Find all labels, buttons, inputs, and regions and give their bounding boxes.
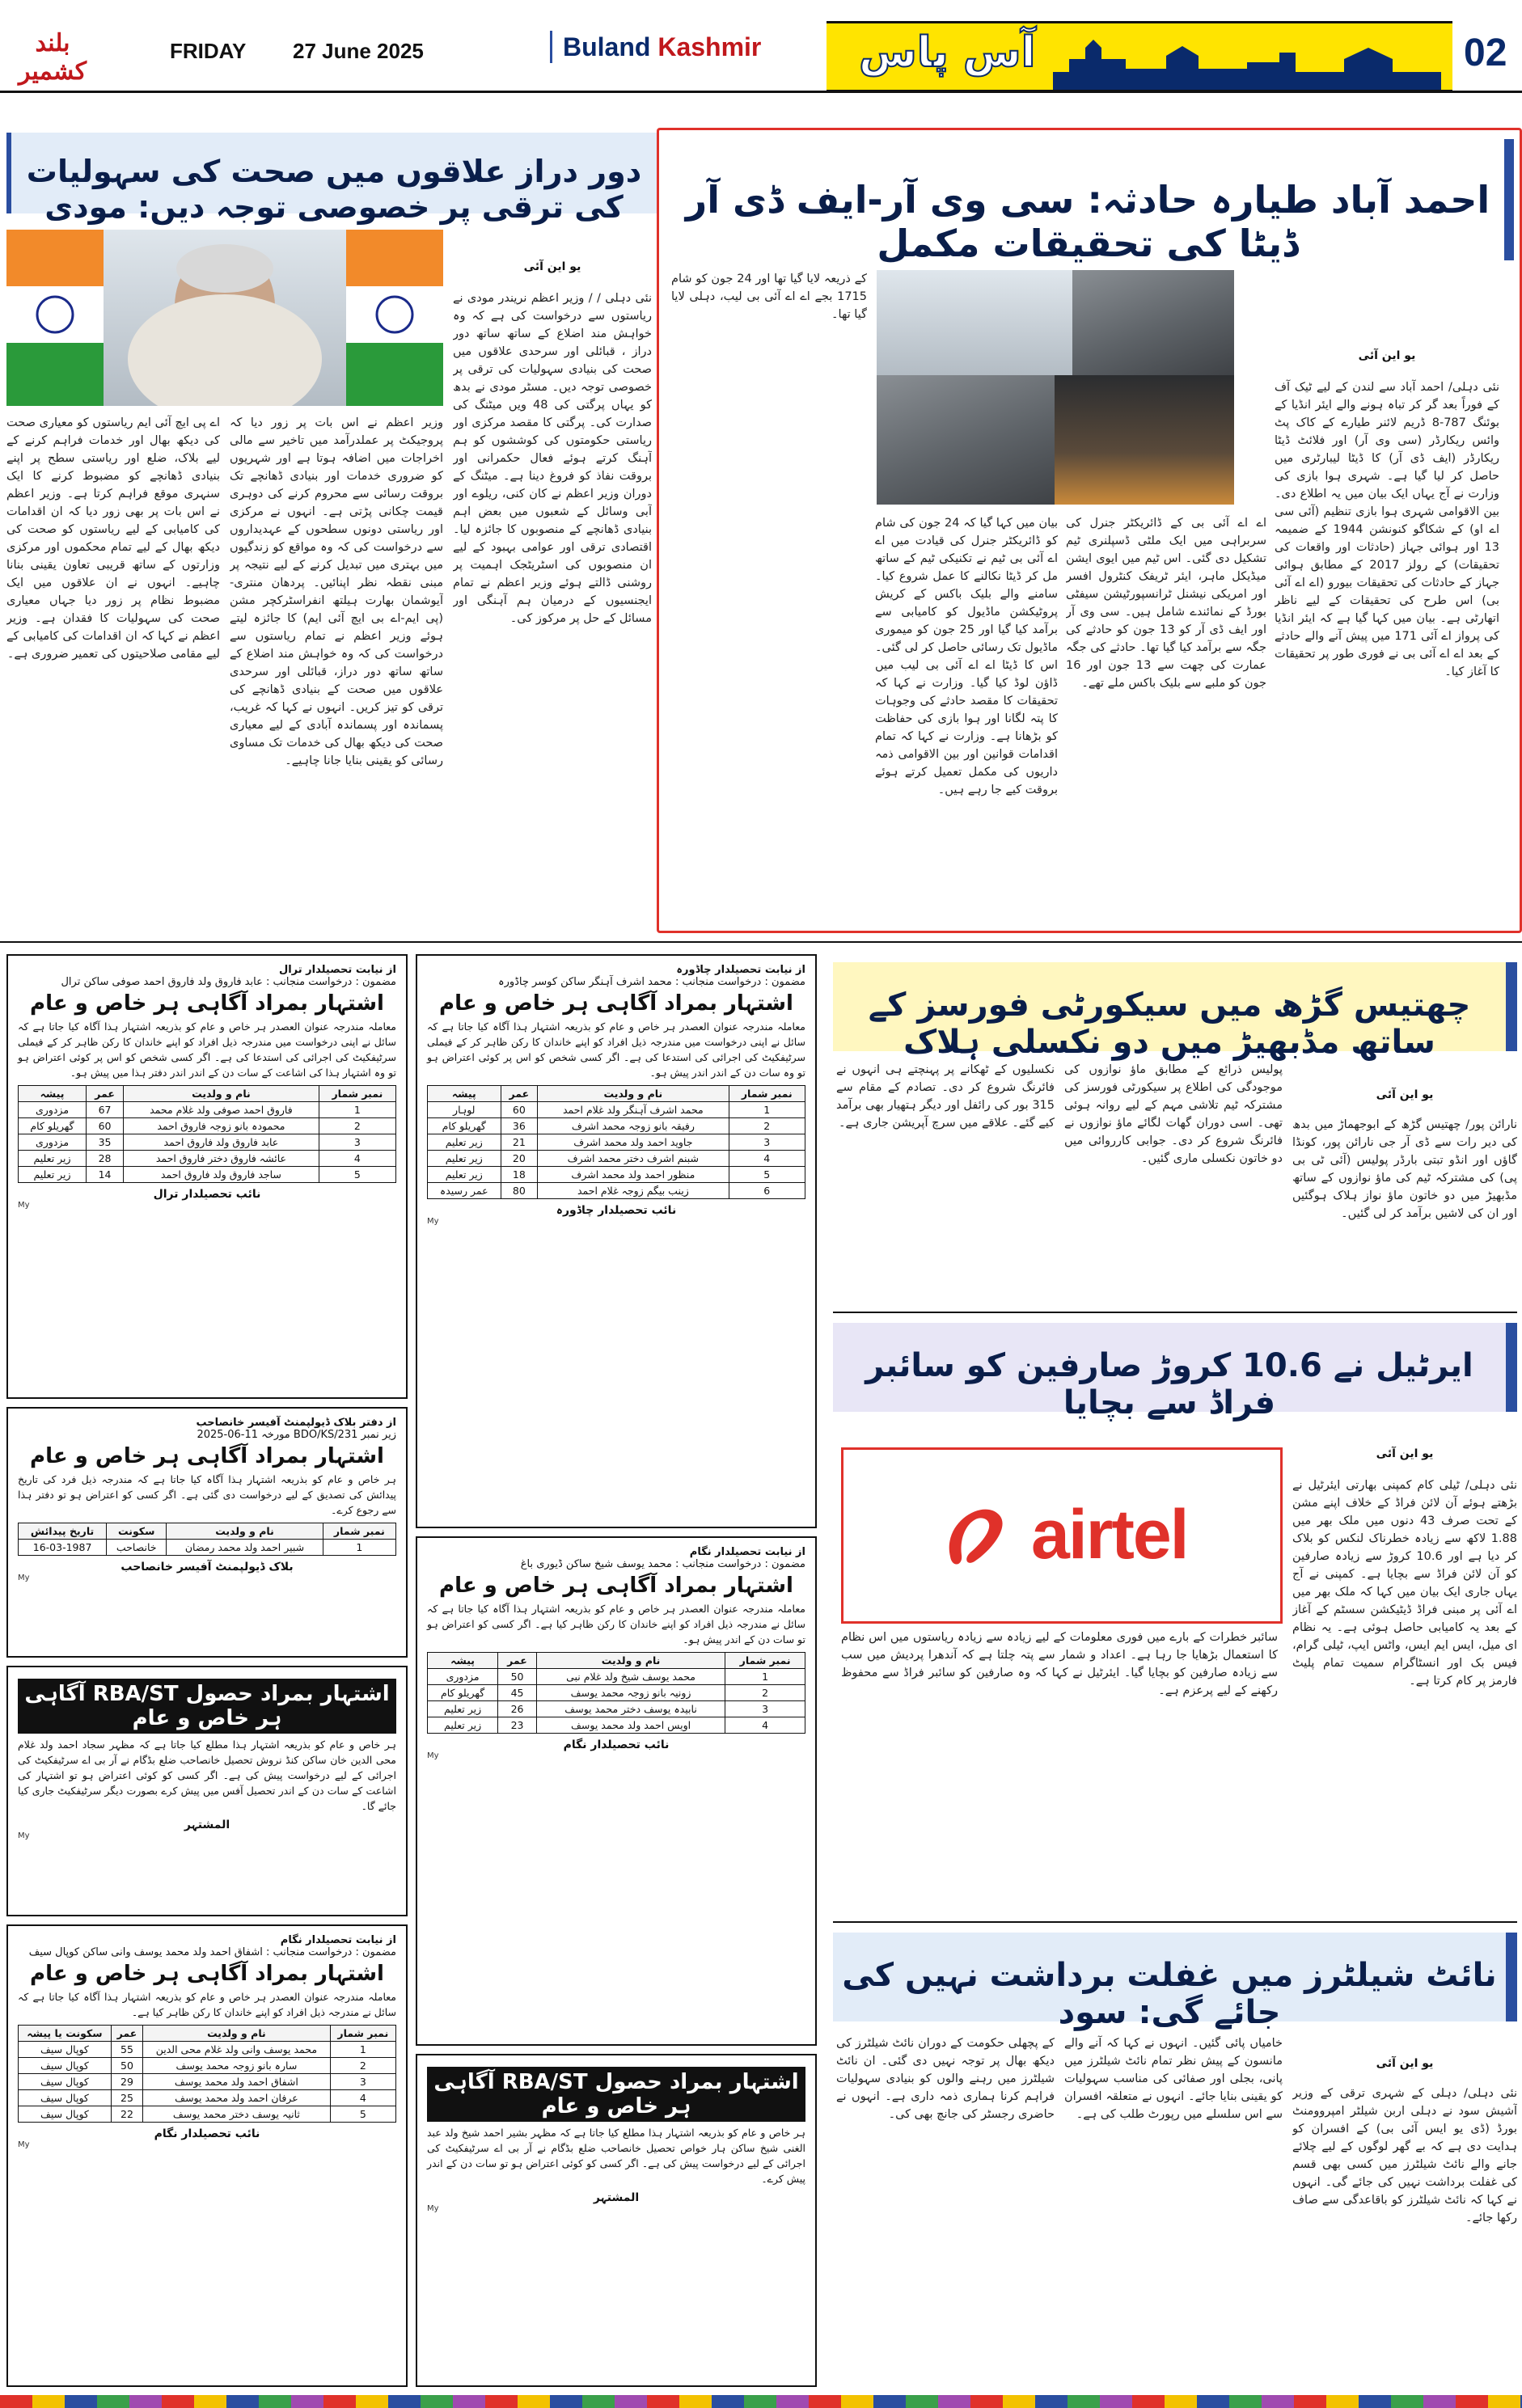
- table-cell: ساجد فاروق ولد فاروق احمد: [124, 1167, 319, 1183]
- table-header: نام و ولدیت: [143, 2026, 331, 2042]
- table-row: [19, 2042, 396, 2058]
- crash-photo-3: [877, 375, 1055, 505]
- table-cell: زینب بیگم زوجہ غلام احمد: [538, 1183, 729, 1199]
- table-cell: ثانیہ یوسف دختر محمد یوسف: [143, 2106, 331, 2123]
- table-cell: فاروق احمد صوفی ولد غلام محمد: [124, 1102, 319, 1118]
- page-number: 02: [1464, 32, 1507, 74]
- crash-photo-4: [1055, 375, 1234, 505]
- ad-ref: My: [18, 2140, 30, 2149]
- table-cell: کوپال سیف: [19, 2058, 112, 2074]
- table-cell: زیر تعلیم: [19, 1167, 87, 1183]
- table-cell: 18: [501, 1167, 538, 1183]
- table-row: [428, 1118, 805, 1134]
- table-cell: 1: [729, 1102, 805, 1118]
- table-cell: زیر تعلیم: [428, 1167, 501, 1183]
- ad-signatory: المشتہر: [184, 1819, 230, 1831]
- chhattisgarh-col-3: نکسلیوں کے ٹھکانے پر پہنچتے ہی انہوں نے فائرنگ شروع کر دی۔ تصادم کے مقام سے 315 بور کی رائفل اور دیگر ہتھیار بھی برآمد کیے گئے۔ علاقے میں سرچ آپریشن جاری ہے۔: [836, 1063, 1055, 1130]
- ad-subject: مضمون : درخواست منجانب : عابد فاروق ولد فاروق احمد صوفی ساکن ترال: [61, 976, 396, 988]
- ad-title: اشتہار بمراد آگاہی ہر خاص و عام: [30, 1444, 384, 1468]
- ad-signatory: بلاک ڈیولپمنٹ آفیسر خانصاحب: [120, 1561, 294, 1574]
- ad-title: اشتہار بمراد آگاہی ہر خاص و عام: [439, 991, 793, 1016]
- table-cell: زیر تعلیم: [428, 1134, 501, 1151]
- table-cell: 23: [498, 1717, 537, 1734]
- table-cell: 67: [87, 1102, 124, 1118]
- section-rule: [833, 1921, 1517, 1923]
- table-cell: زیر تعلیم: [428, 1717, 498, 1734]
- table-header-row: [428, 1086, 805, 1102]
- table-cell: 22: [111, 2106, 142, 2123]
- airtel-logo-icon: [934, 1490, 1023, 1579]
- ad-office: از نیابت تحصیلدار نگام: [280, 1934, 396, 1946]
- modi-headline-box: [6, 133, 657, 225]
- table-row: [19, 1102, 396, 1118]
- crash-photo-1: [877, 270, 1072, 375]
- modi-photo-graphic: [6, 230, 443, 406]
- table-header: عمر: [498, 1653, 537, 1669]
- table-cell: عائشہ فاروق دختر فاروق احمد: [124, 1151, 319, 1167]
- table-cell: عرفان احمد ولد محمد یوسف: [143, 2090, 331, 2106]
- table-cell: عمر رسیدہ: [428, 1183, 501, 1199]
- table-header: نمبر شمار: [725, 1653, 805, 1669]
- table-header: نمبر شمار: [319, 1086, 395, 1102]
- ad-ref: My: [427, 1217, 439, 1226]
- table-row: [19, 1134, 396, 1151]
- table-cell: محمد یوسف شیخ ولد غلام نبی: [536, 1669, 725, 1685]
- ad-ref: My: [18, 1831, 30, 1840]
- table-cell: 28: [87, 1151, 124, 1167]
- table-cell: 5: [319, 1167, 395, 1183]
- ahmedabad-col-3: بیان میں کہا گیا کہ 24 جون کی شام کو ڈائریکٹر جنرل کی قیادت میں اے اے آئی بی ٹیم نے تکنیکی ٹیم کے ساتھ مل کر ڈیٹا نکالنے کا عمل شروع کیا۔ سامنے والے بلیک باکس کے کریش پروٹیکشن ماڈیول کو کامیابی سے برآمد کیا گیا اور 25 جون کو میموری ماڈیول تک رسائی حاصل کر لی گئی۔ اس کا ڈیٹا اے اے آئی بی لیب میں ڈاؤن لوڈ کیا گیا۔ وزارت نے کہا کہ تحقیقات کا مقصد حادثے کی وجوہات کا پتہ لگانا اور ہوا بازی کی حفاظت کو بڑھانا ہے۔ وزارت نے کہا کہ تمام اقدامات قوانین اور بین الاقوامی ذمہ داریوں کی مکمل تعمیل کرتے ہوئے بروقت کیے جا رہے ہیں۔: [875, 517, 1058, 796]
- table-cell: 4: [319, 1151, 395, 1167]
- table-cell: 20: [501, 1151, 538, 1167]
- table-cell: 60: [87, 1118, 124, 1134]
- table-row: [19, 1118, 396, 1134]
- table-cell: 45: [498, 1685, 537, 1701]
- ad-signatory: نائب تحصیلدار ترال: [153, 1188, 261, 1201]
- ad-subject: مضمون : درخواست منجانب : اشفاق احمد ولد محمد یوسف وانی ساکن کوپال سیف: [28, 1946, 396, 1958]
- ad-body: معاملہ مندرجہ عنوان العصدر ہر خاص و عام کو بذریعہ اشتہار ہذا آگاہ کیا جاتا ہے کہ سائل نے مندرجہ ذیل افراد کو اپنے خاندان کا رکن ظاہر کیا ہے۔ اگر کسی کو اعتراض ہو تو سات دن کے اندر پیش ہو۔: [427, 1603, 805, 1645]
- table-header-row: [19, 1523, 396, 1540]
- ad-title: اشتہار بمراد حصول RBA/ST آگاہی ہر خاص و عام: [18, 1679, 396, 1734]
- table-cell: 4: [725, 1717, 805, 1734]
- table-cell: 25: [111, 2090, 142, 2106]
- table-cell: 3: [319, 1134, 395, 1151]
- table-cell: اشفاق احمد ولد محمد یوسف: [143, 2074, 331, 2090]
- table-cell: گھریلو کام: [19, 1118, 87, 1134]
- table-row: [428, 1151, 805, 1167]
- shelters-col-3: کے پچھلی حکومت کے دوران نائٹ شیلٹرز کی دیکھ بھال پر توجہ نہیں دی گئی۔ ان نائٹ شیلٹرز میں رہنے والوں کو بنیادی سہولیات فراہم کرنا ہماری ذمہ داری ہے۔ انہوں نے حاضری رجسٹر کی جانچ بھی کی۔: [836, 2037, 1055, 2121]
- ad-body: ہر خاص و عام کو بذریعہ اشتہار ہذا آگاہ کیا جاتا ہے کہ مندرجہ ذیل فرد کی تاریخ پیدائش کی تصدیق کے لیے درخواست دی گئی ہے۔ اگر کسی کو اعتراض ہو تو دفتر ہذا سے رجوع کرے۔: [18, 1473, 396, 1516]
- table-row: [428, 1102, 805, 1118]
- table-cell: گھریلو کام: [428, 1685, 498, 1701]
- table-row: [428, 1717, 805, 1734]
- modi-col-1: نئی دہلی / / وزیر اعظم نریندر مودی نے ریاستوں سے درخواست کی ہے کہ وہ خواہش مند اضلاع کے ساتھ ساتھ دور دراز ، قبائلی اور سرحدی علاقوں میں صحت کی بنیادی سہولیات کی ترقی پر خصوصی توجہ دیں۔ مسٹر مودی نے بدھ کو یہاں پرگتی کی 48 ویں میٹنگ کی صدارت کی۔ پرگتی کا مقصد مرکزی اور ریاستی حکومتوں کی کوششوں کو ہم آہنگ کرتے ہوئے فعال حکمرانی اور بروقت نفاذ کو فروغ دینا ہے۔ میٹنگ کے دوران وزیر اعظم نے کان کنی، ریلوے اور آبی وسائل کے شعبوں میں بعض اہم بنیادی ڈھانچے کے منصوبوں کا جائزہ لیا۔ اقتصادی ترقی اور عوامی بہبود کے لیے ان منصوبوں کی اسٹریٹجک اہمیت پر روشنی ڈالتے ہوئے وزیر اعظم نے تمام ایجنسیوں کے درمیان ہم آہنگی اور مسائل کے حل پر مرکوز کی۔: [453, 292, 652, 625]
- ad-body: معاملہ مندرجہ عنوان العصدر ہر خاص و عام کو بذریعہ اشتہار ہذا آگاہ کیا جاتا ہے کہ سائل نے اپنی درخواست میں مندرجہ ذیل افراد کو اپنے خاندان کا رکن ظاہر کر کے فیملی سرٹیفکیٹ کی اجرائی کی استدعا کی ہے۔ اگر کسی شخص کو اس پر کوئی اعتراض ہو تو وہ اشتہار ہذا کی اشاعت کے سات دن کے اندر اندر دفتر ہذا میں پیش ہو۔: [18, 1020, 396, 1079]
- ahmedabad-agency: یو این آئی: [1358, 349, 1416, 362]
- table-header: نمبر شمار: [323, 1523, 395, 1540]
- table-cell: 4: [330, 2090, 395, 2106]
- table-cell: رفیقہ بانو زوجہ محمد اشرف: [538, 1118, 729, 1134]
- footer-color-bar: [0, 2395, 1522, 2408]
- table-cell: کوپال سیف: [19, 2106, 112, 2123]
- masthead-rule: [0, 91, 1522, 93]
- ad-signatory: نائب تحصیلدار نگام: [154, 2127, 260, 2140]
- shelters-agency: یو این آئی: [1376, 2057, 1434, 2070]
- table-header: نمبر شمار: [729, 1086, 805, 1102]
- table-cell: مزدوری: [19, 1102, 87, 1118]
- modi-col-3: اے پی ایچ آئی ایم ریاستوں کو معیاری صحت کی دیکھ بھال اور خدمات فراہم کرنے کے لیے بلاک، ضلع اور ریاستی سطح پر اپنے بنیادی ڈھانچے کو مضبوط کرنے کا ایک سنہری موقع فراہم کرتا ہے۔ وزیر اعظم نے اس بات پر بھی زور دیا کہ ان اقدامات کی کامیابی کے لیے ریاستوں کو صحت کی دیکھ بھال کے لیے تمام محکموں اور مرکزی وزارتوں کے ساتھ قریبی تعاون یقینی بنانا چاہیے۔ انہوں نے ان علاقوں میں ایک مضبوط نظام پر زور دیا جہاں معیاری صحت کی سہولیات کا فقدان ہے۔ وزیر اعظم نے کہا کہ ان اقدامات کی کامیابی کے لیے مقامی صلاحیتوں کی تعمیر ضروری ہے۔: [6, 416, 220, 661]
- ad-title: اشتہار بمراد آگاہی ہر خاص و عام: [439, 1574, 793, 1598]
- ad-family-table: [427, 1085, 805, 1199]
- table-cell: محمد یوسف وانی ولد غلام محی الدین: [143, 2042, 331, 2058]
- ad-family-certificate-kopal: [6, 1924, 408, 2387]
- chhattisgarh-col-1: نارائن پور/ چھتیس گڑھ کے ابوجھماڑ میں بدھ کی دیر رات سے ڈی آر جی نارائن پور، کونڈا گاؤں اور انڈو تبتی بارڈر پولیس (آئی ٹی بی پی) کی مشترکہ ٹیم کی ماؤ نوازوں کے ساتھ مڈبھیڑ میں دو خاتون ماؤ نواز ہلاک ہوگئیں اور ان کی لاشیں برآمد کر لی گئیں۔: [1292, 1118, 1517, 1220]
- shelters-col-1: نئی دہلی/ دہلی کے شہری ترقی کے وزیر آشیش سود نے دہلی اربن شیلٹر امپروومنٹ بورڈ (ڈی یو ایس آئی بی) کے افسران کو ہدایت دی ہے کہ بے گھر لوگوں کے لیے چلائے جانے والے نائٹ شیلٹرز میں کسی بھی قسم کی غفلت برداشت نہیں کی جائے گی۔ انہوں نے کہا کہ نائٹ شیلٹرز کو باقاعدگی سے صاف رکھا جائے۔: [1292, 2087, 1517, 2224]
- table-cell: 1: [725, 1669, 805, 1685]
- table-header: نام و ولدیت: [167, 1523, 323, 1540]
- table-cell: عابد فاروق ولد فاروق احمد: [124, 1134, 319, 1151]
- table-cell: 60: [501, 1102, 538, 1118]
- table-cell: نابیدہ یوسف دختر محمد یوسف: [536, 1701, 725, 1717]
- ad-office: از نیابت تحصیلدار ترال: [278, 964, 396, 976]
- ad-subject: مضمون : درخواست منجانب : محمد یوسف شیخ ساکن ڈیوری باغ: [520, 1558, 805, 1570]
- airtel-col-1: نئی دہلی/ ٹیلی کام کمپنی بھارتی ایئرٹیل نے بڑھتے ہوئے آن لائن فراڈ کے خلاف اپنے مشن کے تحت صرف 43 دنوں میں ملک بھر میں 1.88 لاکھ سے زیادہ خطرناک لنکس کو بلاک کر دیا ہے اور 10.6 کروڑ سے زیادہ صارفین کو آن لائن فراڈ سے بچایا ہے۔ کمپنی نے آج یہاں جاری ایک بیان میں کہا کہ ملک بھر میں اے آئی پر مبنی فراڈ ڈیٹیکشن سسٹم کے آغاز کے بعد یہ کامیابی حاصل ہوئی ہے۔ یہ نظام ای میل، ایس ایم ایس، واٹس ایپ، ٹیلی گرام، فیس بک اور انسٹاگرام سمیت تمام پلیٹ فارمز پر کام کرتا ہے۔: [1292, 1479, 1517, 1688]
- table-header: نمبر شمار: [330, 2026, 395, 2042]
- table-row: [19, 2106, 396, 2123]
- section-rule: [0, 941, 1522, 943]
- airtel-agency: یو این آئی: [1376, 1447, 1434, 1460]
- table-row: [19, 1167, 396, 1183]
- table-cell: 2: [330, 2058, 395, 2074]
- ad-title: اشتہار بمراد حصول RBA/ST آگاہی ہر خاص و عام: [427, 2067, 805, 2122]
- table-header: پیشہ: [428, 1653, 498, 1669]
- table-row: [428, 1701, 805, 1717]
- shelters-headline-box: [833, 1933, 1517, 2031]
- table-header: تاریخ پیدائش: [19, 1523, 107, 1540]
- airtel-logo-text: airtel: [1031, 1496, 1188, 1574]
- table-row: [19, 1151, 396, 1167]
- table-cell: 1: [319, 1102, 395, 1118]
- table-cell: منظور احمد ولد محمد اشرف: [538, 1167, 729, 1183]
- shelters-col-2: خامیاں پائی گئیں۔ انہوں نے کہا کہ آنے والے مانسون کے پیش نظر تمام نائٹ شیلٹرز میں پانی، بجلی اور صفائی کی مناسب سہولیات کو یقینی بنایا جائے۔ انہوں نے متعلقہ افسران سے اس سلسلے میں رپورٹ طلب کی ہے۔: [1064, 2037, 1283, 2121]
- section-banner: [827, 21, 1452, 92]
- table-row: [19, 1540, 396, 1556]
- table-cell: 36: [501, 1118, 538, 1134]
- table-header-row: [19, 2026, 396, 2042]
- table-cell: 2: [729, 1118, 805, 1134]
- ad-rba-sajad: [6, 1666, 408, 1916]
- ad-office: از نیابت تحصیلدار نگام: [689, 1546, 805, 1558]
- table-cell: 2: [725, 1685, 805, 1701]
- ad-signatory: نائب تحصیلدار نگام: [563, 1738, 670, 1751]
- masthead-date: 27 June 2025: [293, 39, 424, 63]
- table-cell: 29: [111, 2074, 142, 2090]
- chhattisgarh-headline-box: [833, 962, 1517, 1061]
- table-cell: 1: [323, 1540, 395, 1556]
- table-row: [19, 2090, 396, 2106]
- table-header: عمر: [501, 1086, 538, 1102]
- ad-body: معاملہ مندرجہ عنوان العصدر ہر خاص و عام کو بذریعہ اشتہار ہذا آگاہ کیا جاتا ہے کہ سائل نے اپنی درخواست میں مندرجہ ذیل افراد کو اپنے خاندان کا رکن ظاہر کر کے فیملی سرٹیفکیٹ کی اجرائی کی استدعا کی ہے۔ اگر کسی شخص کو اس پر کوئی اعتراض ہو تو وہ سات دن کے اندر اندر پیش ہو۔: [427, 1020, 805, 1079]
- modi-col-2: وزیر اعظم نے اس بات پر زور دیا کہ پروجیکٹ پر عملدرآمد میں تاخیر سے مالی اخراجات میں اضافہ ہوتا ہے اور شہریوں کو ضروری خدمات اور بنیادی ڈھانچے تک بروقت رسائی سے محروم کرنے کی دوہری قیمت چکانی پڑتی ہے۔ انہوں نے مرکزی اور ریاستی دونوں سطحوں کے عہدیداروں سے درخواست کی کہ وہ مواقع کو زندگیوں میں بہتری میں تبدیل کرنے کے لیے نتیجہ پر مبنی نقطہ نظر اپنائیں۔ پردھان منتری-آیوشمان بھارت ہیلتھ انفراسٹرکچر مشن (پی ایم-اے بی ایچ آئی ایم) کا جائزہ لیتے ہوئے وزیر اعظم نے تمام ریاستوں سے درخواست کی کہ وہ خواہش مند اضلاع کے ساتھ ساتھ دور دراز، قبائلی اور سرحدی علاقوں میں صحت کے بنیادی ڈھانچے کی ترقی کو تیز کریں۔ انہوں نے کہا کہ غریب، پسماندہ اور پسماندہ آبادی کے لیے معیاری صحت کی دیکھ بھال کی خدمات تک مساوی رسائی کو یقینی بنایا جانا چاہیے۔: [230, 416, 443, 767]
- table-cell: محمودہ بانو زوجہ فاروق احمد: [124, 1118, 319, 1134]
- ahmedabad-col-1: نئی دہلی/ احمد آباد سے لندن کے لیے ٹیک آف کے فوراً بعد گر کر تباہ ہونے والے ایئر انڈیا کے بوئنگ 787-8 ڈریم لائنر طیارے کے کاک پٹ وائس ریکارڈر (سی وی آر) اور فلائٹ ڈیٹا ریکارڈر (ایف ڈی آر) کا ڈیٹا لیبارٹری میں حاصل کر لیا گیا ہے۔ شہری ہوا بازی کی وزارت نے آج یہاں ایک بیان میں یہ اطلاع دی۔ بین الاقوامی شہری ہوا بازی تنظیم (آئی سی اے او) کے شکاگو کنونشن 1944 کے ضمیمہ 13 اور ہوائی جہاز (حادثات اور واقعات کی تحقیقات) کے رولز 2017 کے مطابق ہوائی جہاز کے حادثات کی تحقیقات بیورو (اے اے آئی بی) اس طرح کی تحقیقات کے لیے ناظر اتھارٹی ہے۔ بیان میں کہا گیا ہے کہ ایئر انڈیا کی پرواز اے آئی 171 میں پیش آنے والے حادثے کے بعد اے اے آئی بی نے فوری طور پر تحقیقات کا آغاز کیا۔: [1275, 381, 1499, 678]
- airtel-headline-box: [833, 1323, 1517, 1422]
- table-cell: محمد اشرف آہنگر ولد غلام احمد: [538, 1102, 729, 1118]
- table-cell: لوہار: [428, 1102, 501, 1118]
- chhattisgarh-col-2: پولیس ذرائع کے مطابق ماؤ نوازوں کی موجودگی کی اطلاع پر سیکورٹی فورسز کی مشترکہ ٹیم تلاشی مہم کے لیے روانہ ہوئی تھی۔ اسی دوران گھات لگائے ماؤ نوازوں نے فائرنگ شروع کر دی۔ جوابی کارروائی میں دو خاتون نکسلی ماری گئیں۔: [1064, 1063, 1283, 1165]
- table-header: پیشہ: [19, 1086, 87, 1102]
- table-cell: 50: [111, 2058, 142, 2074]
- shelters-headline: نائٹ شیلٹرز میں غفلت برداشت نہیں کی جائے گی: سود: [842, 1957, 1497, 2031]
- ad-ref: My: [18, 1201, 30, 1210]
- ad-body: معاملہ مندرجہ عنوان العصدر ہر خاص و عام کو بذریعہ اشتہار ہذا آگاہ کیا جاتا ہے کہ سائل نے مندرجہ ذیل افراد کو اپنے خاندان کا رکن ظاہر کیا ہے۔: [18, 1991, 396, 2018]
- table-cell: 50: [498, 1669, 537, 1685]
- table-row: [428, 1685, 805, 1701]
- table-cell: کوپال سیف: [19, 2074, 112, 2090]
- table-cell: زیر تعلیم: [428, 1151, 501, 1167]
- table-cell: 1: [330, 2042, 395, 2058]
- ahmedabad-col-2: اے اے آئی بی کے ڈائریکٹر جنرل کی سربراہی میں ایک ملٹی ڈسپلنری ٹیم تشکیل دی گئی۔ اس ٹیم میں ایوی ایشن میڈیکل ماہر، ایئر ٹریفک کنٹرول افسر اور امریکی نیشنل ٹرانسپورٹیشن سیفٹی بورڈ کے نمائندے شامل ہیں۔ سی وی آر اور ایف ڈی آر کو 13 جون کو حادثے کی جگہ سے برآمد کیا گیا تھا۔ حادثے کی جگہ عمارت کی چھت سے 13 جون اور 16 جون کو ملبے سے بلیک باکس ملے تھے۔: [1066, 517, 1266, 690]
- table-cell: کوپال سیف: [19, 2042, 112, 2058]
- table-cell: 80: [501, 1183, 538, 1199]
- section-rule: [833, 1312, 1517, 1313]
- airtel-col-2: سائبر خطرات کے بارے میں فوری معلومات کے لیے زیادہ سے زیادہ ریاستوں میں اس نظام کا استعمال بڑھایا جا رہا ہے۔ اعداد و شمار سے پتہ چلتا ہے کہ آندھرا پردیش میں سب سے زیادہ صارفین کو بچایا گیا۔ ایئرٹیل نے کہا کہ وہ صارفین کو سائبر فراڈ سے محفوظ رکھنے کے لیے پرعزم ہے۔: [841, 1631, 1278, 1697]
- table-row: [428, 1134, 805, 1151]
- ad-ref: My: [18, 1574, 30, 1582]
- masthead-logo: بلند کشمیر: [19, 29, 87, 86]
- ad-birth-certificate: [6, 1407, 408, 1658]
- table-row: [19, 2058, 396, 2074]
- table-cell: 3: [729, 1134, 805, 1151]
- ad-ref: My: [427, 2204, 439, 2213]
- ad-subject: زیر نمبر BDO/KS/231 مورخہ 11-06-2025: [197, 1429, 396, 1441]
- table-row: [428, 1183, 805, 1199]
- table-cell: سارہ بانو زوجہ محمد یوسف: [143, 2058, 331, 2074]
- modi-photo: [6, 230, 443, 406]
- masthead-day: FRIDAY: [170, 39, 247, 63]
- ahmedabad-headline: احمد آباد طیارہ حادثہ: سی وی آر-ایف ڈی آر ڈیٹا کی تحقیقات مکمل: [685, 178, 1490, 265]
- table-cell: جاوید احمد ولد محمد اشرف: [538, 1134, 729, 1151]
- chhattisgarh-headline: چھتیس گڑھ میں سیکورٹی فورسز کے ساتھ مڈبھیڑ میں دو نکسلی ہلاک: [868, 986, 1471, 1061]
- crash-photo-2: [1072, 270, 1234, 375]
- ad-office: از دفتر بلاک ڈیولپمنٹ آفیسر خانصاحب: [196, 1417, 396, 1429]
- airtel-ad-box: [841, 1447, 1283, 1624]
- ad-signatory: المشتہر: [593, 2191, 640, 2204]
- table-header: نام و ولدیت: [124, 1086, 319, 1102]
- ad-family-table: [18, 2025, 396, 2123]
- table-cell: زیر تعلیم: [19, 1151, 87, 1167]
- masthead-divider: [550, 31, 552, 63]
- table-header-row: [19, 1086, 396, 1102]
- table-header: عمر: [87, 1086, 124, 1102]
- table-cell: خانصاحب: [107, 1540, 167, 1556]
- table-header: سکونت: [107, 1523, 167, 1540]
- table-cell: مزدوری: [428, 1669, 498, 1685]
- table-row: [428, 1669, 805, 1685]
- table-cell: 5: [330, 2106, 395, 2123]
- table-header: عمر: [111, 2026, 142, 2042]
- ad-family-table: [18, 1085, 396, 1183]
- table-cell: مزدوری: [19, 1134, 87, 1151]
- ad-subject: مضمون : درخواست منجانب : محمد اشرف آہنگر ساکن کوسر چاڈورہ: [497, 976, 805, 988]
- airtel-headline: ایرٹیل نے 10.6 کروڑ صارفین کو سائبر فراڈ سے بچایا: [865, 1347, 1473, 1422]
- ad-birth-table: [18, 1523, 396, 1556]
- ad-ref: My: [427, 1751, 439, 1760]
- table-header: سکونت یا پیشہ: [19, 2026, 112, 2042]
- ad-family-certificate-chadoora: [416, 954, 817, 1528]
- ad-title: اشتہار بمراد آگاہی ہر خاص و عام: [30, 991, 384, 1016]
- ad-family-certificate-tral: [6, 954, 408, 1399]
- table-cell: 21: [501, 1134, 538, 1151]
- ad-signatory: نائب تحصیلدار چاڈورہ: [556, 1204, 677, 1217]
- ad-title: اشتہار بمراد آگاہی ہر خاص و عام: [30, 1962, 384, 1986]
- table-cell: 35: [87, 1134, 124, 1151]
- table-cell: زیر تعلیم: [428, 1701, 498, 1717]
- table-cell: 26: [498, 1701, 537, 1717]
- ad-rba-bashir: [416, 2054, 817, 2387]
- table-cell: کوپال سیف: [19, 2090, 112, 2106]
- table-header: پیشہ: [428, 1086, 501, 1102]
- modi-headline: دور دراز علاقوں میں صحت کی سہولیات کی ترقی پر خصوصی توجہ دیں: مودی: [26, 154, 642, 225]
- ahmedabad-col-4: کے ذریعہ لایا گیا تھا اور 24 جون کو شام 1715 بجے اے اے آئی بی لیب، دہلی لایا گیا تھا۔: [671, 272, 867, 321]
- table-cell: شبنم اشرف دختر محمد اشرف: [538, 1151, 729, 1167]
- table-cell: اویس احمد ولد محمد یوسف: [536, 1717, 725, 1734]
- table-cell: 2: [319, 1118, 395, 1134]
- chhattisgarh-agency: یو این آئی: [1376, 1088, 1434, 1101]
- table-cell: 3: [330, 2074, 395, 2090]
- table-header-row: [428, 1653, 805, 1669]
- table-row: [428, 1167, 805, 1183]
- table-cell: 3: [725, 1701, 805, 1717]
- ahmedabad-headline-box: [671, 139, 1514, 265]
- ad-office: از نیابت تحصیلدار چاڈورہ: [676, 964, 805, 976]
- table-row: [19, 2074, 396, 2090]
- table-cell: 14: [87, 1167, 124, 1183]
- modi-agency: یو این آئی: [523, 260, 581, 273]
- masthead-paper-name: Buland Kashmir: [563, 32, 762, 61]
- ad-body: ہر خاص و عام کو بذریعہ اشتہار ہذا مطلع کیا جاتا ہے کہ مظہر بشیر احمد شیخ ولد عبد الغنی شیخ ساکن ہار خواص تحصیل خانصاحب ضلع بڈگام نے آر بی اے سرٹیفکیٹ کی اجرائی کے لیے درخواست پیش کی ہے۔ اگر کسی کو کوئی اعتراض ہو تو سات دن کے اندر پیش کرے۔: [427, 2127, 805, 2185]
- section-title: آس پاس: [859, 28, 1036, 77]
- table-cell: شبیر احمد ولد محمد رمضان: [167, 1540, 323, 1556]
- table-cell: 6: [729, 1183, 805, 1199]
- table-cell: گھریلو کام: [428, 1118, 501, 1134]
- table-cell: 5: [729, 1167, 805, 1183]
- table-cell: 16-03-1987: [19, 1540, 107, 1556]
- ad-body: ہر خاص و عام کو بذریعہ اشتہار ہذا مطلع کیا جاتا ہے کہ مظہر سجاد احمد ولد غلام محی الدین خان ساکن کنڈ نروش تحصیل خانصاحب ضلع بڈگام نے آر بی اے سرٹیفکیٹ کی اجرائی کے لیے درخواست پیش کی ہے۔ اگر کسی کو کوئی اعتراض ہو تو اشتہار کی اشاعت کے سات دن کے اندر تحصیل آفس میں پیش کرے بصورت دیگر سرٹیفکیٹ جاری کیا جائے گا۔: [18, 1738, 396, 1812]
- table-header: نام و ولدیت: [538, 1086, 729, 1102]
- table-cell: زونیہ بانو زوجہ محمد یوسف: [536, 1685, 725, 1701]
- ad-family-table: [427, 1652, 805, 1734]
- table-cell: 55: [111, 2042, 142, 2058]
- table-header: نام و ولدیت: [536, 1653, 725, 1669]
- ad-family-certificate-nagam: [416, 1536, 817, 2046]
- table-cell: 4: [729, 1151, 805, 1167]
